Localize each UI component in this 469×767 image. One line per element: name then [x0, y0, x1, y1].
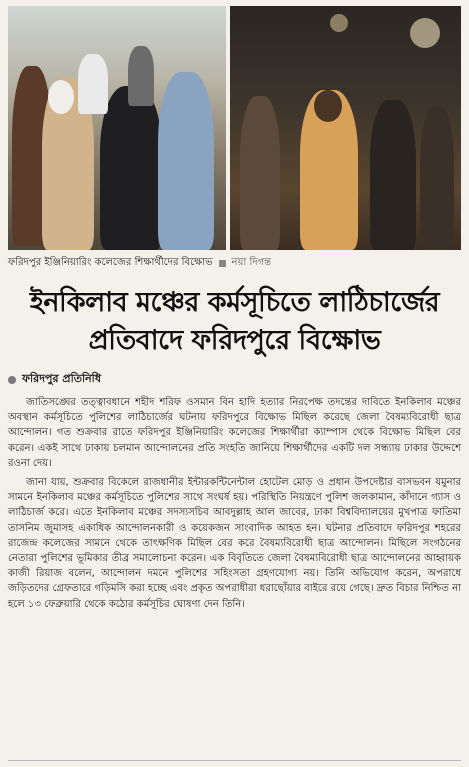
photo-row [8, 6, 461, 250]
caption-text: ফরিদপুর ইঞ্জিনিয়ারিং কলেজের শিক্ষার্থীদের বিক্ষোভ [8, 257, 213, 268]
protest-photo-daytime [8, 6, 226, 250]
protest-photo-night [230, 6, 461, 250]
divider [8, 760, 461, 761]
article-paragraph-2: জানা যায়, শুক্রবার বিকেলে রাজধানীর ইন্টারকন্টিনেন্টাল হোটেল মোড় ও প্রধান উপদেষ্টার বাসভবন যমুনার সামনে ইনকিলাব মঞ্চের কর্মসূচিতে পুলিশের সাথে সংঘর্ষ হয়। পরিস্থিতি নিয়ন্ত্রণে পুলিশ জলকামান, কাঁদানে গ্যাস ও লাঠিচার্জ করে। এতে ইনকিলাব মঞ্চের সদস্যসচিব আবদুল্লাহ আল জাবের, ঢাকা বিশ্ববিদ্যালয়ের মুখপাত্র ফাতিমা তাসনিম জুমাসহ একাধিক আন্দোলনকারী ও কয়েকজন সাংবাদিক আহত হন। ঘটনার প্রতিবাদে ফরিদপুর শহরের রাজেন্দ্র কলেজের সামনে থেকে তাৎক্ষণিক মিছিল বের করে বৈষম্যবিরোধী ছাত্র আন্দোলন। মিছিলে সংগঠনের নেতারা পুলিশের ভূমিকার তীব্র সমালোচনা করেন। এক বিবৃতিতে জেলা বৈষম্যবিরোধী ছাত্র আন্দোলনের আহ্বায়ক কাজী রিয়াজ বলেন, আন্দোলন দমনে পুলিশের সহিংসতা গ্রহণযোগ্য নয়। তিনি অভিযোগ করেন, অপরাধে জড়িতদের গ্রেফতারে গড়িমসি করা হচ্ছে এবং প্রকৃত অপরাধীরা ধরাছোঁয়ার বাইরে রয়ে গেছে। দ্রুত বিচার নিশ্চিত না হলে ১৩ ফেব্রুয়ারি থেকে কঠোর কর্মসূচির ঘোষণা দেন তিনি। [8, 477, 461, 610]
byline-text: ফরিদপুর প্রতিনিধি [22, 372, 101, 385]
caption-source: নয়া দিগন্ত [231, 257, 272, 268]
headline [8, 284, 461, 360]
photo-caption [8, 256, 461, 270]
byline [8, 370, 461, 389]
article-paragraph-1: জাতিসঙ্ঘের তত্ত্বাবধানে শহীদ শরিফ ওসমান বিন হাদি হত্যার নিরপেক্ষ তদন্তের দাবিতে ইনকিলাব মঞ্চের অবস্থান কর্মসূচিতে পুলিশের লাঠিচার্জের ঘটনায় ফরিদপুরে বিক্ষোভ মিছিল করেছে জেলা বৈষম্যবিরোধী ছাত্র আন্দোলন। গত শুক্রবার রাতে ফরিদপুর ইঞ্জিনিয়ারিং কলেজের শিক্ষার্থীরা ক্যাম্পাস থেকে বিক্ষোভ মিছিল বের করেন। একই সাথে ঢাকায় চলমান আন্দোলনের প্রতি সংহতি জানিয়ে শিক্ষার্থীদের একটি দল সন্ধ্যায় ঢাকার উদ্দেশে রওনা দেয়। [8, 397, 461, 469]
headline-line-1: ইনকিলাব মঞ্চের কর্মসূচিতে লাঠিচার্জের [29, 287, 440, 318]
caption-square-icon [219, 260, 226, 267]
bullet-icon [8, 376, 16, 384]
headline-line-2: প্রতিবাদে ফরিদপুরে বিক্ষোভ [88, 325, 381, 356]
